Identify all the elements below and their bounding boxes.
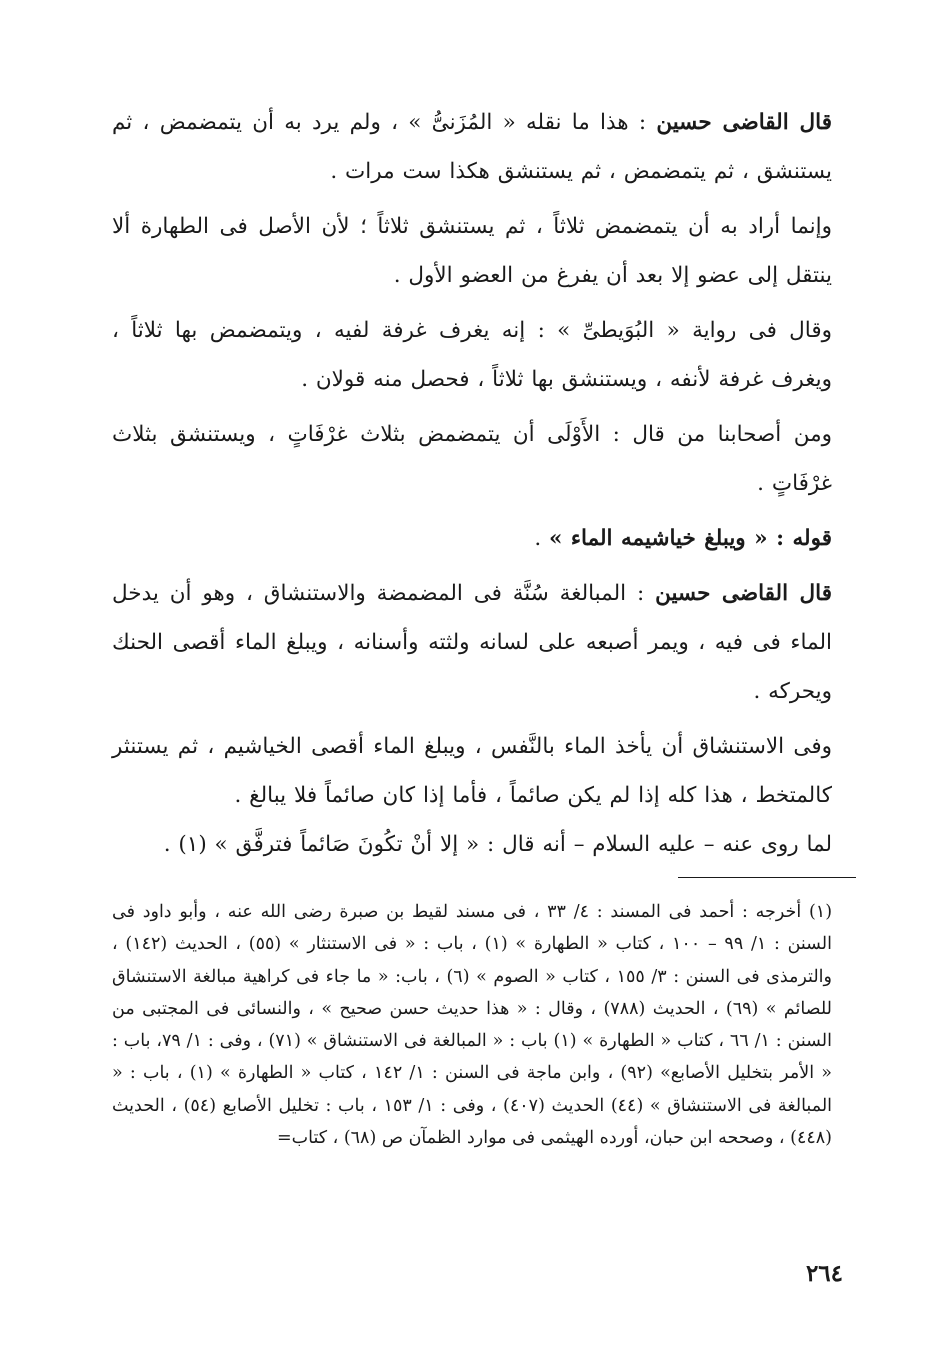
paragraph bbox=[112, 410, 832, 508]
paragraph-text: : المبالغة سُنَّة فى المضمضة والاستنشاق ، وهو أن يدخل الماء فى فيه ، ويمر أصبعه على لسانه ولثته وأسنانه ، ويبلغ الماء أقصى الحنك ويحركه . bbox=[112, 581, 832, 704]
paragraph-text: وقال فى رواية « البُوَيطىِّ » : إنه يغرف غرفة لفيه ، ويتمضمض بها ثلاثاً ، ويغرف غرفة لأنفه ، ويستنشق بها ثلاثاً ، فحصل منه قولان . bbox=[112, 318, 832, 392]
paragraph bbox=[112, 202, 832, 300]
paragraph bbox=[112, 722, 832, 820]
paragraph-text: ومن أصحابنا من قال : الأَوْلَى أن يتمضمض بثلاث غرْفَاتٍ ، ويستنشق بثلاث غرْفَاتٍ . bbox=[112, 422, 832, 496]
paragraph bbox=[112, 820, 832, 869]
paragraph-lead: قال القاضى حسين bbox=[656, 110, 832, 135]
footnote-text: (١) أخرجه : أحمد فى المسند : ٤/ ٣٣ ، فى مسند لقيط بن صبرة رضى الله عنه ، وأبو داود فى السنن : ١/ ٩٩ – ١٠٠ ، كتاب « الطهارة » (١) ، باب : « فى الاستنثار » (٥٥) ، الحديث (١٤٢) ، والترمذى فى السنن : ٣/ ١٥٥ ، كتاب « الصوم » (٦) ، باب: « ما جاء فى كراهية مبالغة الاستنشاق للصائم » (٦٩) ، الحديث (٧٨٨) ، وقال : « هذا حديث حسن صحيح » ، والنسائى فى المجتبى من السنن : ١/ ٦٦ ، كتاب « الطهارة » (١) باب : « المبالغة فى الاستنشاق » (٧١) ، وفى : ١/ ٧٩، باب : « الأمر بتخليل الأصابع» (٩٢) ، وابن ماجة فى السنن : ١/ ١٤٢ ، كتاب « الطهارة » (١) ، باب : « المبالغة فى الاستنشاق » (٤٤) الحديث (٤٠٧) ، وفى : ١/ ١٥٣ ، باب : تخليل الأصابع (٥٤) ، الحديث (٤٤٨) ، وصححه ابن حبان، أورده الهيثمى فى موارد الظمآن ص (٦٨) ، كتاب= bbox=[112, 902, 833, 1149]
paragraph bbox=[112, 514, 832, 563]
paragraph-text: وإنما أراد به أن يتمضمض ثلاثاً ، ثم يستنشق ثلاثاً ؛ لأن الأصل فى الطهارة ألا ينتقل إلى عضو إلا بعد أن يفرغ من العضو الأول . bbox=[112, 214, 832, 288]
paragraph bbox=[112, 98, 832, 196]
main-text bbox=[112, 98, 832, 869]
paragraph-text: . bbox=[534, 526, 549, 551]
paragraph-lead: قوله : « ويبلغ خياشيمه الماء » bbox=[548, 526, 832, 551]
paragraph-lead: قال القاضى حسين bbox=[655, 581, 832, 606]
paragraph bbox=[112, 306, 832, 404]
paragraph-text: لما روى عنه – عليه السلام – أنه قال : « إلا أنْ تكُونَ صَائماً فترفَّق » (١) . bbox=[163, 832, 832, 857]
footnotes bbox=[112, 896, 832, 1154]
paragraph-text: وفى الاستنشاق أن يأخذ الماء بالنَّفس ، ويبلغ الماء أقصى الخياشيم ، ثم يستنثر كالمتخط ، هذا كله إذا لم يكن صائماً ، فأما إذا كان صائماً فلا يبالغ . bbox=[112, 734, 832, 808]
paragraph bbox=[112, 569, 832, 716]
footnote-divider bbox=[678, 877, 856, 878]
page-number: ٢٦٤ bbox=[805, 1260, 843, 1287]
paragraph-text: : هذا ما نقله « المُزَنىُّ » ، ولم يرد به أن يتمضمض ، ثم يستنشق ، ثم يتمضمض ، ثم يستنشق هكذا ست مرات . bbox=[112, 110, 832, 184]
